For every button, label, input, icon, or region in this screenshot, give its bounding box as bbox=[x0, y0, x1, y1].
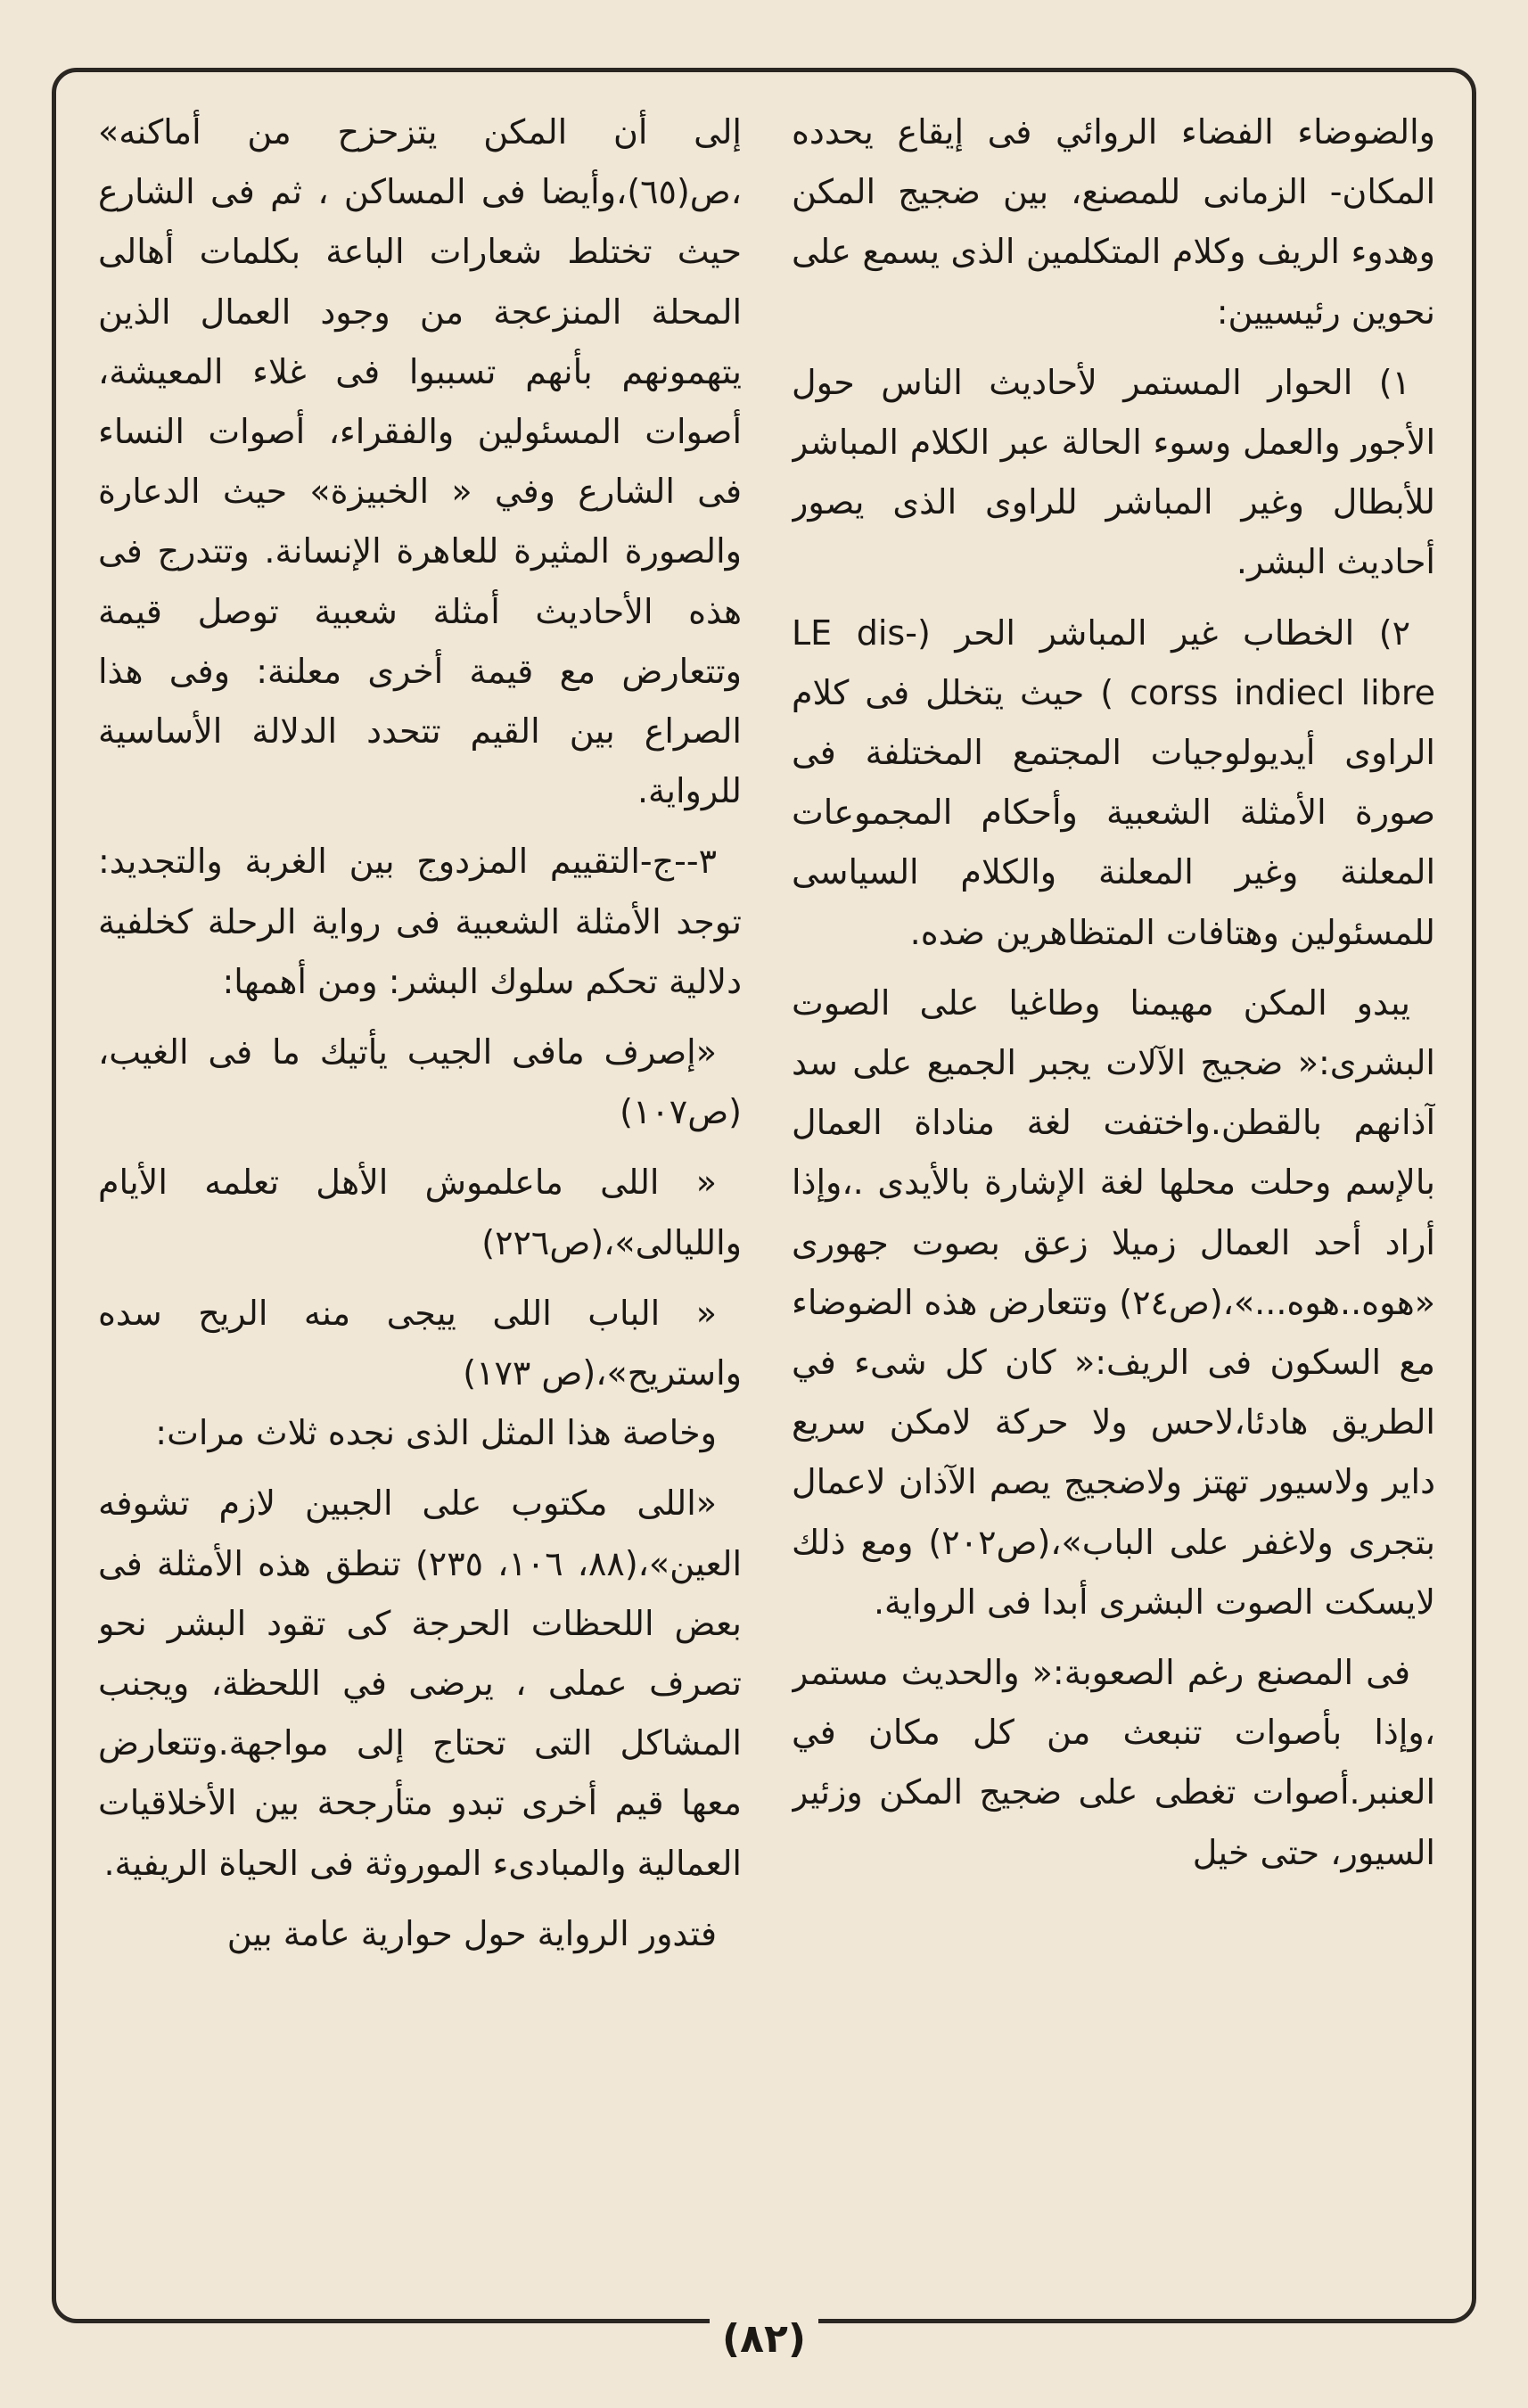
paragraph: ٣--ج-التقييم المزدوج بين الغربة والتجديد: توجد الأمثلة الشعبية فى رواية الرحلة كخلفية دلالية تحكم سلوك البشر: ومن أهمها: bbox=[98, 842, 742, 1001]
proverb: « اللى ماعلموش الأهل تعلمه الأيام والليالى»،(ص٢٢٦) bbox=[98, 1163, 742, 1262]
paragraph: «اللى مكتوب على الجبين لازم تشوفه العين»،(٨٨، ١٠٦، ٢٣٥) تنطق هذه الأمثلة فى بعض اللحظات الحرجة كى تقود البشر نحو تصرف عملى ، يرضى في اللحظة، ويجنب المشاكل التى تحتاج إلى مواجهة.وتتعارض معها قيم أخرى تبدو متأرجحة بين الأخلاقيات العمالية والمبادىء الموروثة فى الحياة الريفية. bbox=[98, 1483, 742, 1883]
paragraph: إلى أن المكن يتزحزح من أماكنه» ،ص(٦٥)،وأيضا فى المساكن ، ثم فى الشارع حيث تختلط شعارات الباعة بكلمات أهالى المحلة المنزعجة من وجود العمال الذين يتهمونهم بأنهم تسببوا فى غلاء المعيشة، أصوات المسئولين والفقراء، أصوات النساء فى الشارع وفي « الخبيزة» حيث الدعارة والصورة المثيرة للعاهرة الإنسانة. وتتدرج فى هذه الأحاديث أمثلة شعبية توصل قيمة وتتعارض مع قيمة أخرى معلنة: وفى هذا الصراع بين القيم تتحدد الدلالة الأساسية للرواية. bbox=[98, 112, 742, 811]
right-column bbox=[792, 103, 1435, 2264]
left-column bbox=[98, 103, 742, 2264]
text-columns bbox=[98, 103, 1435, 2264]
paragraph: فتدور الرواية حول حوارية عامة بين bbox=[226, 1913, 717, 1953]
paragraph: فى المصنع رغم الصعوبة:« والحديث مستمر ،وإذا بأصوات تنبعث من كل مكان في العنبر.أصوات تغطى على ضجيج المكن وزئير السيور، حتى خيل bbox=[792, 1653, 1435, 1872]
paragraph: والضوضاء الفضاء الروائي فى إيقاع يحدده المكان- الزمانى للمصنع، بين ضجيج المكن وهدوء الريف وكلام المتكلمين الذى يسمع على نحوين رئيسيين: bbox=[792, 112, 1435, 332]
proverb: «إصرف مافى الجيب يأتيك ما فى الغيب،(ص١٠٧) bbox=[98, 1032, 742, 1132]
paragraph: وخاصة هذا المثل الذى نجده ثلاث مرات: bbox=[155, 1413, 717, 1453]
proverb: « الباب اللى ييجى منه الريح سده واستريح»،(ص ١٧٣) bbox=[98, 1293, 742, 1393]
page-number-text: (٨٢) bbox=[710, 2316, 818, 2362]
paragraph: يبدو المكن مهيمنا وطاغيا على الصوت البشرى:« ضجيج الآلات يجبر الجميع على سد آذانهم بالقطن.واختفت لغة مناداة العمال بالإسم وحلت محلها لغة الإشارة بالأيدى .،وإذا أراد أحد العمال زميلا زعق بصوت جهورى «هوه..هوه...»،(ص٢٤) وتتعارض هذه الضوضاء مع السكون فى الريف:« كان كل شىء في الطريق هادئا،لاحس ولا حركة لامكن سريع داير ولاسيور تهتز ولاضجيج يصم الآذان لاعمال بتجرى ولاغفر على الباب»،(ص٢٠٢) ومع ذلك لايسكت الصوت البشرى أبدا فى الرواية. bbox=[792, 982, 1435, 1622]
paragraph: ٢) الخطاب غير المباشر الحر (LE dis- corss indiecl libre ) حيث يتخلل فى كلام الراوى أيديولوجيات المجتمع المختلفة فى صورة الأمثلة الشعبية وأحكام المجموعات المعلنة وغير المعلنة والكلام السياسى للمسئولين وهتافات المتظاهرين ضده. bbox=[792, 612, 1435, 952]
paragraph: ١) الحوار المستمر لأحاديث الناس حول الأجور والعمل وسوء الحالة عبر الكلام المباشر للأبطال وغير المباشر للراوى الذى يصور أحاديث البشر. bbox=[792, 362, 1435, 582]
page-number bbox=[0, 2316, 1528, 2362]
